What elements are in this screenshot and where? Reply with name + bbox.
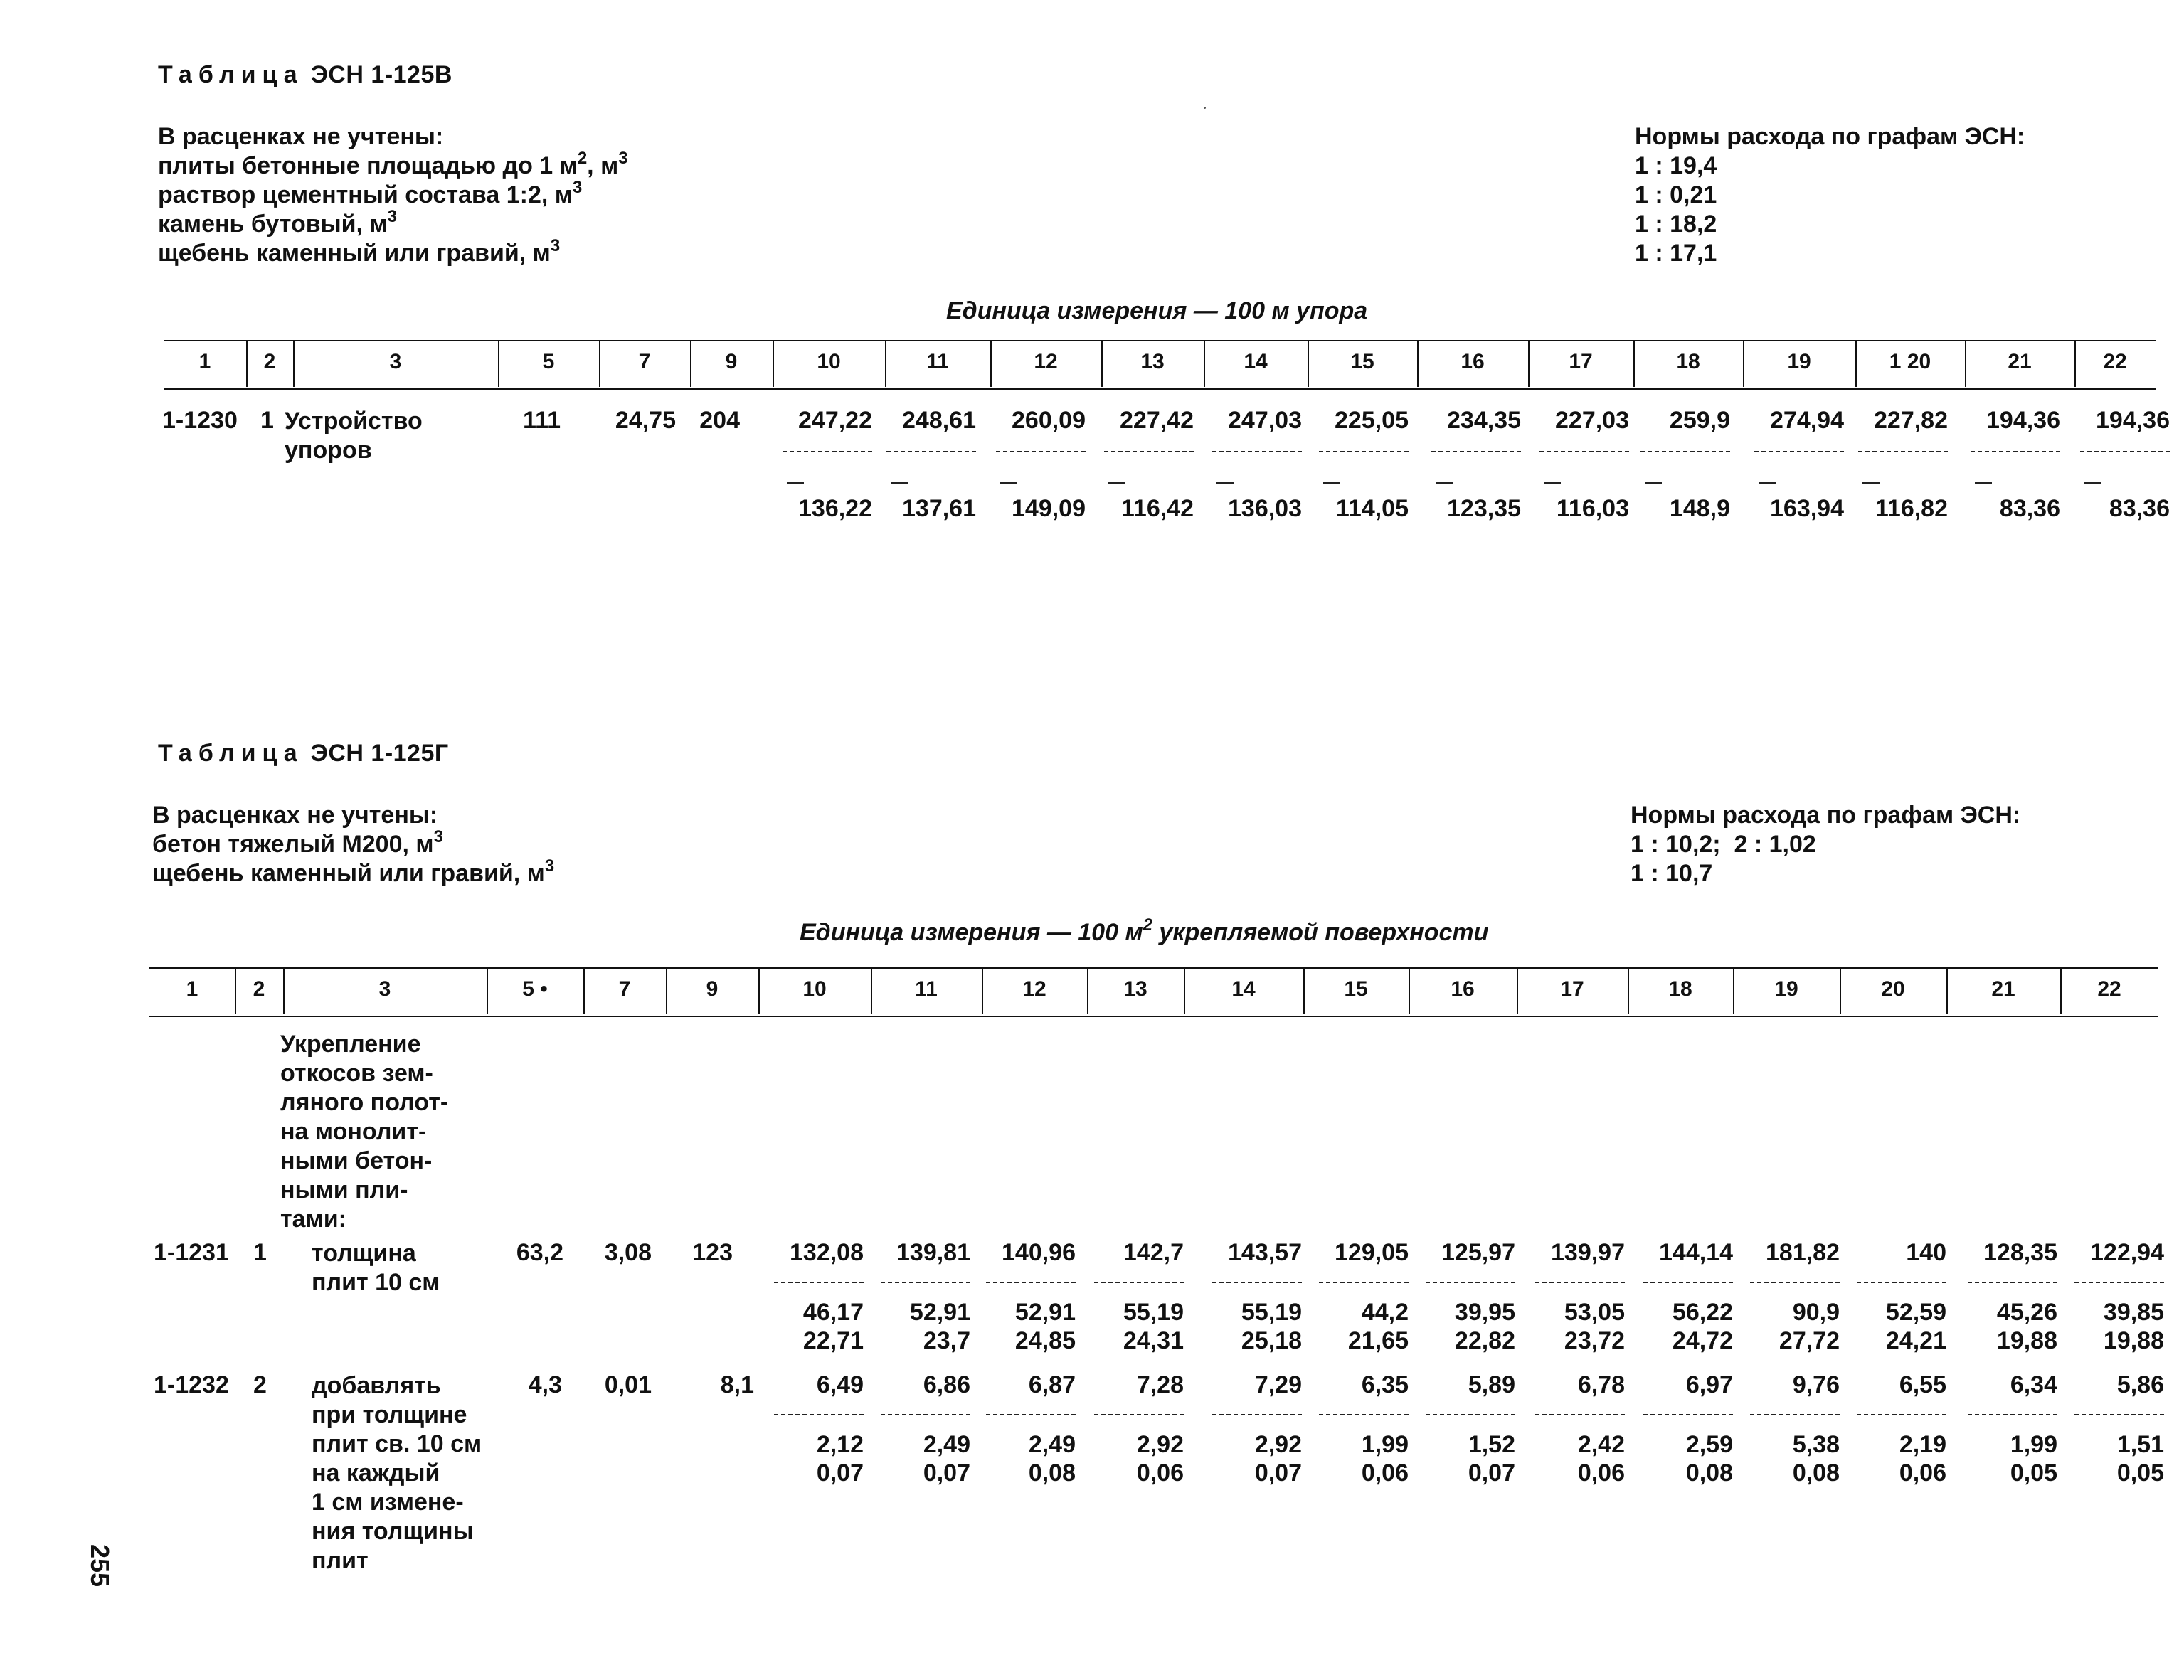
- value-cell: 137,61: [902, 495, 976, 522]
- value-cell: 0,06: [1361, 1460, 1409, 1487]
- minus-sign: [1000, 482, 1017, 484]
- value-cell: 247,03: [1228, 407, 1302, 434]
- value-cell: 0,07: [1468, 1460, 1515, 1487]
- fraction-line: [2074, 1282, 2164, 1283]
- value-cell: 52,91: [1014, 1299, 1076, 1326]
- row-description: толщина плит 10 см: [312, 1240, 440, 1296]
- column-divider: [283, 969, 285, 1014]
- fraction-line: [1857, 1282, 1946, 1283]
- column-header: 5 •: [522, 977, 548, 1001]
- table-b-notes-heading: В расценках не учтены:: [158, 123, 444, 150]
- value-cell: 116,42: [1120, 495, 1194, 522]
- value-cell: 6,49: [816, 1371, 864, 1398]
- value-cell: 140,96: [1002, 1239, 1076, 1266]
- column-header: 3: [378, 977, 391, 1001]
- table-g-unit: Единица измерения — 100 $м^2$ укрепляемой поверхности: [800, 915, 1489, 946]
- table-b-unit: Единица измерения — 100 м упора: [946, 297, 1368, 324]
- column-header: 17: [1569, 350, 1593, 373]
- value-cell: 45,26: [1996, 1299, 2057, 1326]
- value-cell: 139,97: [1551, 1239, 1625, 1266]
- value-cell: 52,91: [909, 1299, 970, 1326]
- minus-sign: [1645, 482, 1662, 484]
- value-cell: 19,88: [2103, 1327, 2164, 1354]
- column-divider: [487, 969, 488, 1014]
- row-description: добавлять при толщине плит св. 10 см на каждый 1 см измене- ния толщины плит: [312, 1372, 482, 1574]
- column-header: 21: [1991, 977, 2015, 1001]
- fraction-line: [1539, 451, 1629, 452]
- fraction-line: [1535, 1282, 1625, 1283]
- row-number: 1: [260, 407, 274, 434]
- value-cell: 6,35: [1361, 1371, 1409, 1398]
- value-cell: 2,59: [1685, 1431, 1733, 1458]
- value-cell: 114,05: [1335, 495, 1409, 522]
- fraction-line: [1750, 1414, 1840, 1415]
- fraction-line: [2080, 451, 2170, 452]
- minus-sign: [891, 482, 908, 484]
- fraction-line: [1640, 451, 1730, 452]
- column-divider: [1184, 969, 1185, 1014]
- value-cell: 0,07: [923, 1460, 970, 1487]
- fraction-line: [1319, 1414, 1409, 1415]
- fraction-line: [783, 451, 872, 452]
- column-header: 2: [263, 350, 276, 373]
- value-cell: 24,85: [1014, 1327, 1076, 1354]
- value-cell: 128,35: [1983, 1239, 2057, 1266]
- row-code: 1-1232: [154, 1371, 229, 1398]
- column-header: 7: [618, 977, 631, 1001]
- fraction-line: [1431, 451, 1521, 452]
- fraction-line: [774, 1282, 864, 1283]
- cell-col-7: 3,08: [604, 1239, 652, 1266]
- column-header: 19: [1774, 977, 1798, 1001]
- column-header: 15: [1350, 350, 1374, 373]
- column-header: 14: [1231, 977, 1256, 1001]
- table-b-norms-heading: Нормы расхода по графам ЭСН:: [1635, 123, 2025, 150]
- table-g-notes-heading: В расценках не учтены:: [152, 802, 438, 829]
- column-divider: [293, 341, 295, 387]
- fraction-line: [881, 1414, 970, 1415]
- value-cell: 247,22: [798, 407, 872, 434]
- value-cell: 0,07: [1254, 1460, 1302, 1487]
- column-header: 19: [1787, 350, 1811, 373]
- value-cell: 9,76: [1792, 1371, 1840, 1398]
- value-cell: 7,29: [1254, 1371, 1302, 1398]
- value-cell: 122,94: [2090, 1239, 2164, 1266]
- value-cell: 2,92: [1136, 1431, 1184, 1458]
- value-cell: 55,19: [1123, 1299, 1184, 1326]
- fraction-line: [1643, 1414, 1733, 1415]
- column-divider: [1517, 969, 1518, 1014]
- fraction-line: [1212, 1414, 1302, 1415]
- table-b-norm: 1 : 17,1: [1635, 240, 1717, 267]
- value-cell: 5,89: [1468, 1371, 1515, 1398]
- column-divider: [1965, 341, 1966, 387]
- value-cell: 132,08: [790, 1239, 864, 1266]
- table-b-norm: 1 : 19,4: [1635, 152, 1717, 179]
- column-divider: [235, 969, 236, 1014]
- fraction-line: [774, 1414, 864, 1415]
- scan-speck: [1204, 107, 1206, 109]
- column-header: 16: [1461, 350, 1485, 373]
- column-header: 1: [186, 977, 198, 1001]
- row-code: 1-1231: [154, 1239, 229, 1266]
- value-cell: 55,19: [1241, 1299, 1302, 1326]
- value-cell: 1,99: [1361, 1431, 1409, 1458]
- fraction-line: [886, 451, 976, 452]
- value-cell: 83,36: [2109, 495, 2170, 522]
- column-header: 10: [802, 977, 827, 1001]
- table-g-norms-heading: Нормы расхода по графам ЭСН:: [1631, 802, 2021, 829]
- column-header: 22: [2103, 350, 2127, 373]
- value-cell: 0,06: [1136, 1460, 1184, 1487]
- value-cell: 148,9: [1669, 495, 1730, 522]
- minus-sign: [1216, 482, 1234, 484]
- column-header: 15: [1344, 977, 1368, 1001]
- value-cell: 0,05: [2116, 1460, 2164, 1487]
- column-header: 14: [1244, 350, 1268, 373]
- column-header: 13: [1140, 350, 1165, 373]
- column-divider: [982, 969, 983, 1014]
- value-cell: 144,14: [1659, 1239, 1733, 1266]
- table-b-notes: [158, 122, 628, 268]
- value-cell: 227,42: [1120, 407, 1194, 434]
- column-divider: [599, 341, 600, 387]
- value-cell: 2,42: [1577, 1431, 1625, 1458]
- cell-col-7: 24,75: [615, 407, 676, 434]
- value-cell: 39,95: [1454, 1299, 1515, 1326]
- row-description: Устройство упоров: [285, 408, 423, 464]
- value-cell: 0,07: [816, 1460, 864, 1487]
- column-header: 13: [1123, 977, 1147, 1001]
- table-g-norm: 1 : 10,7: [1631, 860, 1713, 887]
- value-cell: 24,31: [1123, 1327, 1184, 1354]
- column-header: 9: [706, 977, 719, 1001]
- column-header: 17: [1560, 977, 1584, 1001]
- column-header: 10: [817, 350, 841, 373]
- table-g-note: щебень каменный или гравий, $м^3$: [152, 856, 555, 887]
- table-g-title: [158, 740, 449, 767]
- value-cell: 6,78: [1577, 1371, 1625, 1398]
- value-cell: 5,86: [2116, 1371, 2164, 1398]
- fraction-line: [1212, 451, 1302, 452]
- fraction-line: [1858, 451, 1948, 452]
- value-cell: 123,35: [1447, 495, 1521, 522]
- column-header: 5: [542, 350, 555, 373]
- column-header: 22: [2097, 977, 2121, 1001]
- fraction-line: [1754, 451, 1844, 452]
- fraction-line: [1104, 451, 1194, 452]
- value-cell: 52,59: [1885, 1299, 1946, 1326]
- value-cell: 6,34: [2010, 1371, 2057, 1398]
- fraction-line: [1319, 1282, 1409, 1283]
- value-cell: 0,05: [2010, 1460, 2057, 1487]
- column-divider: [1855, 341, 1857, 387]
- cell-col-9: 8,1: [720, 1371, 754, 1398]
- value-cell: 248,61: [902, 407, 976, 434]
- column-header: 18: [1676, 350, 1700, 373]
- value-cell: 22,82: [1454, 1327, 1515, 1354]
- value-cell: 149,09: [1012, 495, 1086, 522]
- fraction-line: [1971, 451, 2060, 452]
- value-cell: 2,19: [1899, 1431, 1946, 1458]
- column-divider: [2060, 969, 2062, 1014]
- value-cell: 0,08: [1792, 1460, 1840, 1487]
- table-g-norms: [1631, 801, 2020, 888]
- table-g-notes: [152, 801, 554, 888]
- fraction-line: [1535, 1414, 1625, 1415]
- column-divider: [871, 969, 872, 1014]
- column-divider: [1628, 969, 1629, 1014]
- table-b-note: раствор цементный состава 1:2, $м^3$: [158, 178, 583, 208]
- cell-col-5: 63,2: [516, 1239, 563, 1266]
- column-divider: [758, 969, 760, 1014]
- value-cell: 1,52: [1468, 1431, 1515, 1458]
- column-header: 12: [1022, 977, 1046, 1001]
- value-cell: 6,55: [1899, 1371, 1946, 1398]
- fraction-line: [881, 1282, 970, 1283]
- value-cell: 140: [1906, 1239, 1946, 1266]
- value-cell: 125,97: [1441, 1239, 1515, 1266]
- value-cell: 23,72: [1564, 1327, 1625, 1354]
- table-b-note: плиты бетонные площадью до 1 $м^2$, $м^3$: [158, 149, 628, 179]
- value-cell: 2,12: [816, 1431, 864, 1458]
- value-cell: 21,65: [1347, 1327, 1409, 1354]
- cell-col-9: 123: [692, 1239, 733, 1266]
- value-cell: 2,92: [1254, 1431, 1302, 1458]
- minus-sign: [1323, 482, 1340, 484]
- value-cell: 194,36: [1986, 407, 2060, 434]
- table-b-note: щебень каменный или гравий, $м^3$: [158, 236, 561, 267]
- value-cell: 27,72: [1779, 1327, 1840, 1354]
- value-cell: 0,08: [1028, 1460, 1076, 1487]
- fraction-line: [996, 451, 1086, 452]
- fraction-line: [1643, 1282, 1733, 1283]
- value-cell: 24,21: [1885, 1327, 1946, 1354]
- column-divider: [990, 341, 992, 387]
- column-divider: [1087, 969, 1088, 1014]
- fraction-line: [1319, 451, 1409, 452]
- fraction-line: [1094, 1414, 1184, 1415]
- value-cell: 46,17: [802, 1299, 864, 1326]
- column-header: 18: [1668, 977, 1692, 1001]
- value-cell: 225,05: [1335, 407, 1409, 434]
- column-divider: [1204, 341, 1205, 387]
- fraction-line: [986, 1282, 1076, 1283]
- value-cell: 6,97: [1685, 1371, 1733, 1398]
- row-number: 2: [253, 1371, 267, 1398]
- column-header: 1 20: [1889, 350, 1931, 373]
- table-g-title-prefix: Таблица: [158, 740, 304, 767]
- table-g-header-top-rule: [149, 967, 2158, 969]
- value-cell: 90,9: [1792, 1299, 1840, 1326]
- value-cell: 136,22: [798, 495, 872, 522]
- column-header: 7: [638, 350, 651, 373]
- column-header: 16: [1451, 977, 1475, 1001]
- column-header: 11: [915, 977, 938, 1001]
- table-b-norm: 1 : 0,21: [1635, 181, 1717, 208]
- page-number: 255: [85, 1543, 115, 1588]
- minus-sign: [1544, 482, 1561, 484]
- table-g-header-bottom-rule: [149, 1016, 2158, 1017]
- value-cell: 116,82: [1875, 495, 1948, 522]
- column-divider: [2074, 341, 2076, 387]
- table-b-norms: [1635, 122, 2025, 268]
- value-cell: 7,28: [1136, 1371, 1184, 1398]
- fraction-line: [1968, 1282, 2057, 1283]
- table-b-title-code: ЭСН 1-125В: [310, 61, 452, 88]
- column-divider: [773, 341, 774, 387]
- value-cell: 260,09: [1012, 407, 1086, 434]
- value-cell: 83,36: [1999, 495, 2060, 522]
- value-cell: 1,51: [2116, 1431, 2164, 1458]
- column-divider: [1946, 969, 1948, 1014]
- fraction-line: [1426, 1414, 1515, 1415]
- cell-col-9: 204: [699, 407, 740, 434]
- minus-sign: [1436, 482, 1453, 484]
- value-cell: 25,18: [1241, 1327, 1302, 1354]
- value-cell: 23,7: [923, 1327, 970, 1354]
- value-cell: 116,03: [1556, 495, 1629, 522]
- value-cell: 274,94: [1770, 407, 1844, 434]
- column-divider: [1409, 969, 1410, 1014]
- value-cell: 227,03: [1555, 407, 1629, 434]
- row-number: 1: [253, 1239, 267, 1266]
- cell-col-5: 4,3: [528, 1371, 562, 1398]
- table-b-header-top-rule: [164, 340, 2156, 341]
- cell-col-5: 111: [523, 407, 561, 434]
- value-cell: 181,82: [1766, 1239, 1840, 1266]
- value-cell: 129,05: [1335, 1239, 1409, 1266]
- table-g-note: бетон тяжелый М200, $м^3$: [152, 827, 443, 858]
- value-cell: 259,9: [1669, 407, 1730, 434]
- value-cell: 227,82: [1874, 407, 1948, 434]
- value-cell: 56,22: [1672, 1299, 1733, 1326]
- table-b-note: камень бутовый, $м^3$: [158, 207, 397, 238]
- fraction-line: [1968, 1414, 2057, 1415]
- column-header: 11: [926, 350, 949, 373]
- table-b-title: [158, 61, 452, 89]
- column-divider: [1840, 969, 1841, 1014]
- column-divider: [1308, 341, 1309, 387]
- column-header: 2: [253, 977, 265, 1001]
- column-divider: [690, 341, 691, 387]
- table-b-header-bottom-rule: [164, 388, 2156, 390]
- column-header: 12: [1034, 350, 1058, 373]
- value-cell: 1,99: [2010, 1431, 2057, 1458]
- value-cell: 0,08: [1685, 1460, 1733, 1487]
- column-divider: [666, 969, 667, 1014]
- value-cell: 5,38: [1792, 1431, 1840, 1458]
- table-b-norm: 1 : 18,2: [1635, 211, 1717, 238]
- fraction-line: [1857, 1414, 1946, 1415]
- column-divider: [1528, 341, 1530, 387]
- value-cell: 136,03: [1228, 495, 1302, 522]
- value-cell: 0,06: [1577, 1460, 1625, 1487]
- fraction-line: [1426, 1282, 1515, 1283]
- column-divider: [1743, 341, 1744, 387]
- column-divider: [246, 341, 248, 387]
- minus-sign: [1975, 482, 1992, 484]
- value-cell: 194,36: [2096, 407, 2170, 434]
- row-code: 1-1230: [162, 407, 238, 434]
- value-cell: 22,71: [802, 1327, 864, 1354]
- cell-col-7: 0,01: [604, 1371, 652, 1398]
- column-divider: [1101, 341, 1103, 387]
- column-header: 3: [389, 350, 402, 373]
- minus-sign: [2084, 482, 2101, 484]
- fraction-line: [1094, 1282, 1184, 1283]
- fraction-line: [2074, 1414, 2164, 1415]
- column-header: 1: [198, 350, 211, 373]
- value-cell: 234,35: [1447, 407, 1521, 434]
- value-cell: 6,86: [923, 1371, 970, 1398]
- column-divider: [1633, 341, 1635, 387]
- table-g-norm: 1 : 10,2; 2 : 1,02: [1631, 831, 1816, 858]
- column-divider: [498, 341, 499, 387]
- value-cell: 44,2: [1361, 1299, 1409, 1326]
- column-divider: [583, 969, 585, 1014]
- value-cell: 6,87: [1028, 1371, 1076, 1398]
- value-cell: 39,85: [2103, 1299, 2164, 1326]
- value-cell: 163,94: [1770, 495, 1844, 522]
- table-g-title-code: ЭСН 1-125Г: [310, 740, 449, 767]
- value-cell: 0,06: [1899, 1460, 1946, 1487]
- column-divider: [1303, 969, 1305, 1014]
- fraction-line: [1212, 1282, 1302, 1283]
- value-cell: 19,88: [1996, 1327, 2057, 1354]
- value-cell: 139,81: [896, 1239, 970, 1266]
- column-header: 9: [725, 350, 738, 373]
- fraction-line: [986, 1414, 1076, 1415]
- value-cell: 143,57: [1228, 1239, 1302, 1266]
- value-cell: 2,49: [1028, 1431, 1076, 1458]
- column-divider: [1733, 969, 1734, 1014]
- value-cell: 24,72: [1672, 1327, 1733, 1354]
- fraction-line: [1750, 1282, 1840, 1283]
- value-cell: 53,05: [1564, 1299, 1625, 1326]
- minus-sign: [787, 482, 804, 484]
- column-divider: [885, 341, 886, 387]
- group-description: Укрепление откосов зем- ляного полот- на монолит- ными бетон- ными пли- тами:: [280, 1031, 449, 1233]
- minus-sign: [1862, 482, 1880, 484]
- value-cell: 142,7: [1123, 1239, 1184, 1266]
- column-header: 20: [1881, 977, 1905, 1001]
- minus-sign: [1108, 482, 1125, 484]
- minus-sign: [1759, 482, 1776, 484]
- table-b-title-prefix: Таблица: [158, 61, 304, 88]
- column-divider: [1417, 341, 1419, 387]
- value-cell: 2,49: [923, 1431, 970, 1458]
- column-header: 21: [2008, 350, 2032, 373]
